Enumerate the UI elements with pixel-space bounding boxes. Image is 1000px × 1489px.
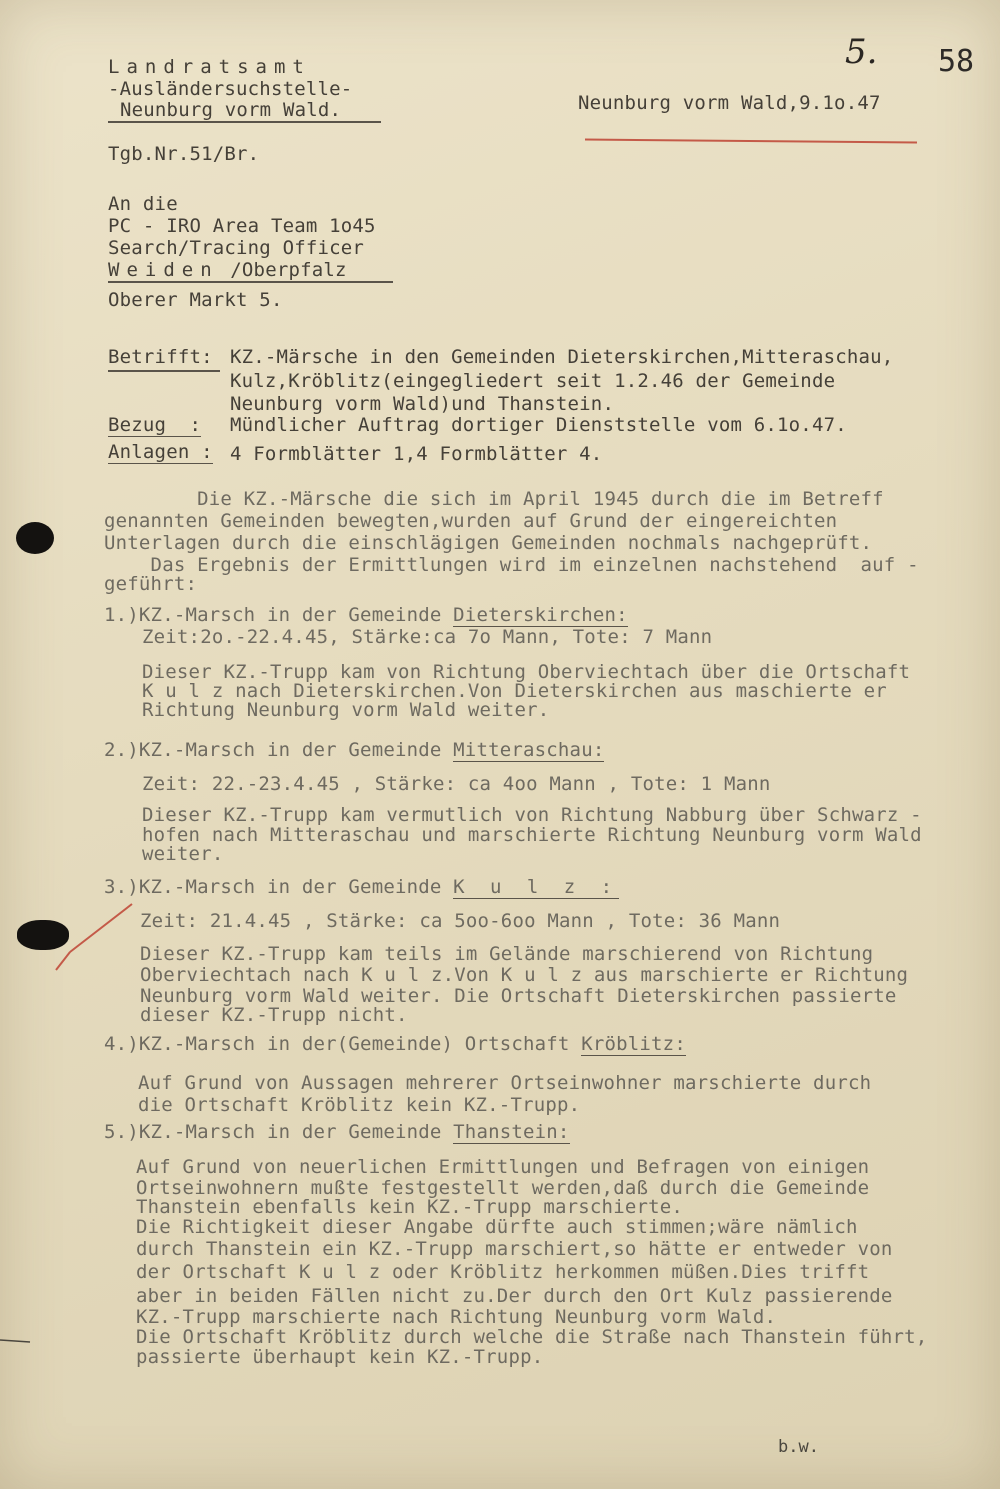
section-3-body-4: dieser KZ.-Trupp nicht. xyxy=(140,1004,408,1026)
section-2-details: Zeit: 22.-23.4.45 , Stärke: ca 4oo Mann , Tote: 1 Mann xyxy=(142,773,771,795)
sender-line-1: Landratsamt xyxy=(108,56,311,78)
section-3-place: K u l z : xyxy=(453,876,620,898)
section-1-body-3: Richtung Neunburg vorm Wald weiter. xyxy=(142,699,550,721)
red-pencil-check-mark xyxy=(50,900,140,980)
section-2-body-3: weiter. xyxy=(142,843,224,865)
footer-note: b.w. xyxy=(778,1437,819,1457)
recipient-region: /Oberpfalz xyxy=(230,259,347,281)
section-1-heading-prefix: 1.)KZ.-Marsch in der Gemeinde xyxy=(104,604,454,626)
section-3-heading xyxy=(104,876,619,898)
section-2-place: Mitteraschau: xyxy=(453,739,605,761)
section-2-heading xyxy=(104,739,604,761)
intro-line-2: genannten Gemeinden bewegten,wurden auf Grund der eingereichten xyxy=(104,510,838,532)
subject-line-2: Kulz,Kröblitz(eingegliedert seit 1.2.46 der Gemeinde xyxy=(230,370,836,392)
recipient-line-3: Search/Tracing Officer xyxy=(108,237,365,259)
section-5-body-2: Ortseinwohnern mußte festgestellt werden,daß durch die Gemeinde xyxy=(136,1177,870,1199)
section-1-heading xyxy=(104,604,628,626)
section-5-body-6: der Ortschaft K u l z oder Kröblitz herkommen müßen.Dies trifft xyxy=(136,1261,870,1283)
sender-line-3: Neunburg vorm Wald. xyxy=(120,99,342,121)
section-3-heading-prefix: 3.)KZ.-Marsch in der Gemeinde xyxy=(104,876,454,898)
section-3-details: Zeit: 21.4.45 , Stärke: ca 5oo-6oo Mann , Tote: 36 Mann xyxy=(140,910,781,932)
subject-label: Betrifft: xyxy=(108,346,213,368)
recipient-line-1: An die xyxy=(108,193,178,215)
recipient-line-2: PC - IRO Area Team 1o45 xyxy=(108,215,376,237)
section-3-body-2: Oberviechtach nach K u l z.Von K u l z aus marschierte er Richtung xyxy=(140,964,909,986)
section-5-heading xyxy=(104,1121,570,1143)
bezug-label: Bezug : xyxy=(108,414,202,436)
reference-number: Tgb.Nr.51/Br. xyxy=(108,143,260,165)
bezug-text: Mündlicher Auftrag dortiger Dienststelle vom 6.1o.47. xyxy=(230,414,847,436)
section-5-body-9: Die Ortschaft Kröblitz durch welche die Straße nach Thanstein führt, xyxy=(136,1326,928,1348)
recipient-underline xyxy=(108,281,393,283)
section-4-body-1: Auf Grund von Aussagen mehrerer Ortseinwohner marschierte durch xyxy=(138,1072,872,1094)
section-2-body-2: hofen nach Mitteraschau und marschierte Richtung Neunburg vorm Wald xyxy=(142,824,922,846)
section-5-body-8: KZ.-Trupp marschierte nach Richtung Neunburg vorm Wald. xyxy=(136,1306,777,1328)
section-5-body-3: Thanstein ebenfalls kein KZ.-Trupp marschierte. xyxy=(136,1196,684,1218)
section-5-body-1: Auf Grund von neuerlichen Ermittlungen und Befragen von einigen xyxy=(136,1156,870,1178)
section-4-body-2: die Ortschaft Kröblitz kein KZ.-Trupp. xyxy=(138,1094,581,1116)
subject-line-3: Neunburg vorm Wald)und Thanstein. xyxy=(230,393,615,415)
section-1-body-1: Dieser KZ.-Trupp kam von Richtung Oberviechtach über die Ortschaft xyxy=(142,661,911,683)
margin-tick-mark xyxy=(0,1330,40,1350)
section-1-body-2: K u l z nach Dieterskirchen.Von Dieterskirchen aus maschierte er xyxy=(142,680,887,702)
section-4-heading-prefix: 4.)KZ.-Marsch in der(Gemeinde) Ortschaft xyxy=(104,1033,582,1055)
section-5-place: Thanstein: xyxy=(453,1121,570,1143)
intro-line-1: Die KZ.-Märsche die sich im April 1945 durch die im Betreff xyxy=(104,488,884,510)
sender-line-2: -Ausländersuchstelle- xyxy=(108,78,353,100)
subject-dash xyxy=(108,370,220,372)
punch-hole-top xyxy=(16,522,54,554)
section-2-body-1: Dieser KZ.-Trupp kam vermutlich von Richtung Nabburg über Schwarz - xyxy=(142,804,922,826)
intro-line-5: geführt: xyxy=(104,573,198,595)
intro-line-4: Das Ergebnis der Ermittlungen wird im einzelnen nachstehend auf - xyxy=(104,554,919,576)
section-5-body-4: Die Richtigkeit dieser Angabe dürfte auch stimmen;wäre nämlich xyxy=(136,1216,858,1238)
section-2-heading-prefix: 2.)KZ.-Marsch in der Gemeinde xyxy=(104,739,454,761)
anlagen-text: 4 Formblätter 1,4 Formblätter 4. xyxy=(230,443,603,465)
place-date: Neunburg vorm Wald,9.1o.47 xyxy=(578,92,881,114)
red-pencil-line xyxy=(585,139,917,144)
section-3-body-1: Dieser KZ.-Trupp kam teils im Gelände marschierend von Richtung xyxy=(140,943,874,965)
recipient-line-5: Oberer Markt 5. xyxy=(108,289,283,311)
section-5-body-5: durch Thanstein ein KZ.-Trupp marschiert,so hätte er entweder von xyxy=(136,1238,893,1260)
handwritten-mark: 5. xyxy=(845,32,878,72)
section-4-heading xyxy=(104,1033,686,1055)
section-5-body-10: passierte überhaupt kein KZ.-Trupp. xyxy=(136,1346,544,1368)
recipient-city: Weiden xyxy=(108,259,219,281)
section-3-body-3: Neunburg vorm Wald weiter. Die Ortschaft Dieterskirchen passierte xyxy=(140,985,897,1007)
section-5-heading-prefix: 5.)KZ.-Marsch in der Gemeinde xyxy=(104,1121,454,1143)
section-1-details: Zeit:2o.-22.4.45, Stärke:ca 7o Mann, Tote: 7 Mann xyxy=(142,626,713,648)
section-1-place: Dieterskirchen: xyxy=(453,604,628,626)
intro-line-3: Unterlagen durch die einschlägigen Gemeinden nochmals nachgeprüft. xyxy=(104,532,873,554)
section-4-place: Kröblitz: xyxy=(581,1033,686,1055)
sender-underline xyxy=(108,121,381,123)
section-5-body-7: aber in beiden Fällen nicht zu.Der durch den Ort Kulz passierende xyxy=(136,1285,893,1307)
anlagen-label: Anlagen : xyxy=(108,441,213,463)
recipient-line-4 xyxy=(108,259,347,281)
page-number: 58 xyxy=(938,44,975,79)
subject-line-1: KZ.-Märsche in den Gemeinden Dieterskirchen,Mitteraschau, xyxy=(230,346,894,368)
